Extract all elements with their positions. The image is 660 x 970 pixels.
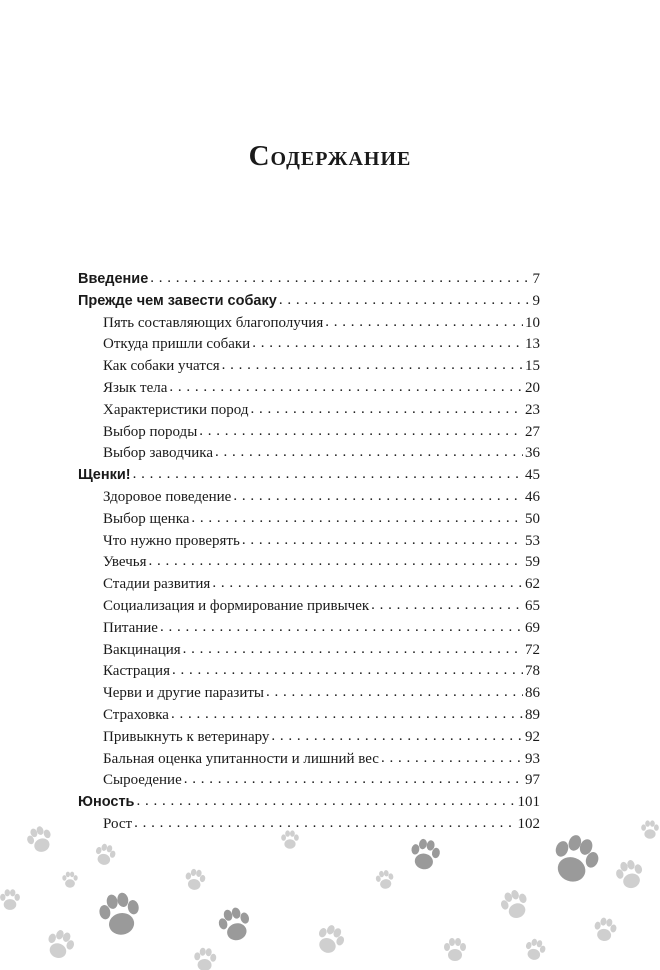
dot-leader xyxy=(252,333,523,348)
toc-entry-page-number: 92 xyxy=(525,728,540,745)
dot-leader xyxy=(371,595,523,610)
dot-leader xyxy=(215,442,523,457)
toc-entry xyxy=(78,704,540,726)
paw-print-icon xyxy=(193,947,217,970)
toc-entry-title: Прежде чем завести собаку xyxy=(78,292,277,309)
toc-entry xyxy=(78,421,540,443)
paw-print-icon xyxy=(375,869,396,890)
toc-entry-page-number: 102 xyxy=(517,815,540,832)
toc-entry xyxy=(78,333,540,355)
toc-entry-page-number: 86 xyxy=(525,685,540,702)
paw-print-icon xyxy=(281,830,299,848)
toc-entry xyxy=(78,290,540,312)
toc-entry-title: Питание xyxy=(103,619,158,636)
toc-entry-page-number: 72 xyxy=(525,641,540,658)
paw-print-icon xyxy=(24,823,55,855)
paw-print-icon xyxy=(97,890,143,938)
toc-entry-page-number: 15 xyxy=(525,358,540,375)
toc-entry xyxy=(78,660,540,682)
toc-entry-title: Вакцинация xyxy=(103,641,181,658)
dot-leader xyxy=(233,486,523,501)
toc-entry-page-number: 93 xyxy=(525,750,540,767)
dot-leader xyxy=(266,682,523,697)
dot-leader xyxy=(133,464,523,479)
toc-entry xyxy=(78,639,540,661)
toc-entry xyxy=(78,573,540,595)
toc-entry-title: Выбор породы xyxy=(103,423,198,440)
dot-leader xyxy=(251,399,523,414)
toc-entry-page-number: 59 xyxy=(525,554,540,571)
dot-leader xyxy=(183,639,523,654)
paw-print-decoration xyxy=(0,820,660,970)
toc-entry-title: Характеристики пород xyxy=(103,401,249,418)
paw-print-icon xyxy=(592,916,618,942)
toc-entry-title: Черви и другие паразиты xyxy=(103,685,264,702)
dot-leader xyxy=(212,573,523,588)
toc-entry-page-number: 7 xyxy=(532,271,540,287)
toc-entry-page-number: 78 xyxy=(525,663,540,680)
paw-print-icon xyxy=(498,887,532,922)
toc-entry xyxy=(78,399,540,421)
toc-entry xyxy=(78,791,540,813)
toc-entry-title: Откуда пришли собаки xyxy=(103,336,251,353)
paw-print-icon xyxy=(0,889,20,910)
toc-entry xyxy=(78,355,540,377)
toc-entry-title: Как собаки учатся xyxy=(103,358,220,375)
toc-entry-title: Стадии развития xyxy=(103,576,211,593)
toc-entry xyxy=(78,530,540,552)
paw-print-icon xyxy=(93,842,117,867)
paw-print-icon xyxy=(444,938,466,961)
table-of-contents xyxy=(78,268,540,835)
dot-leader xyxy=(242,530,523,545)
toc-entry-title: Бальная оценка упитанности и лишний вес xyxy=(103,750,379,767)
toc-entry-page-number: 9 xyxy=(532,292,540,309)
toc-entry-page-number: 65 xyxy=(525,597,540,614)
toc-entry-title: Язык тела xyxy=(103,379,168,396)
dot-leader xyxy=(160,617,523,632)
paw-print-icon xyxy=(547,830,604,888)
toc-entry-title: Увечья xyxy=(103,554,147,571)
toc-entry-page-number: 50 xyxy=(525,510,540,527)
toc-entry-page-number: 13 xyxy=(525,336,540,353)
dot-leader xyxy=(222,355,523,370)
paw-print-icon xyxy=(641,820,659,838)
toc-entry-page-number: 62 xyxy=(525,576,540,593)
toc-entry-title: Юность xyxy=(78,794,135,811)
toc-entry xyxy=(78,682,540,704)
toc-entry-title: Выбор заводчика xyxy=(103,445,214,462)
toc-entry-page-number: 20 xyxy=(525,379,540,396)
toc-entry-page-number: 53 xyxy=(525,532,540,549)
toc-entry-title: Сыроедение xyxy=(103,772,182,789)
toc-entry xyxy=(78,268,540,290)
toc-entry-title: Что нужно проверять xyxy=(103,532,240,549)
toc-entry xyxy=(78,486,540,508)
page-title: Содержание xyxy=(248,140,412,172)
toc-entry-title: Кастрация xyxy=(103,663,170,680)
toc-entry xyxy=(78,769,540,791)
toc-entry xyxy=(78,726,540,748)
paw-print-icon xyxy=(184,868,207,892)
dot-leader xyxy=(169,377,523,392)
toc-entry-title: Выбор щенка xyxy=(103,510,190,527)
toc-entry-page-number: 101 xyxy=(517,794,540,811)
toc-entry-page-number: 97 xyxy=(525,772,540,789)
dot-leader xyxy=(191,508,523,523)
dot-leader xyxy=(150,268,530,283)
dot-leader xyxy=(172,660,523,675)
dot-leader xyxy=(279,290,531,305)
toc-entry-page-number: 27 xyxy=(525,423,540,440)
toc-entry-title: Здоровое поведение xyxy=(103,488,232,505)
paw-print-icon xyxy=(312,921,348,957)
paw-print-icon xyxy=(43,927,77,962)
paw-print-icon xyxy=(614,858,647,891)
dot-leader xyxy=(325,312,523,327)
toc-entry xyxy=(78,508,540,530)
toc-entry xyxy=(78,312,540,334)
paw-print-icon xyxy=(408,837,441,871)
toc-entry-title: Социализация и формирование привычек xyxy=(103,597,370,614)
toc-entry-page-number: 46 xyxy=(525,488,540,505)
toc-entry-page-number: 45 xyxy=(525,467,540,484)
dot-leader xyxy=(136,791,515,806)
toc-entry-title: Привыкнуть к ветеринару xyxy=(103,728,270,745)
dot-leader xyxy=(149,551,524,566)
dot-leader xyxy=(199,421,523,436)
toc-entry-title: Пять составляющих благополучия xyxy=(103,314,324,331)
toc-entry-title: Рост xyxy=(103,815,133,832)
toc-entry xyxy=(78,748,540,770)
paw-print-icon xyxy=(216,905,254,944)
toc-entry-title: Щенки! xyxy=(78,467,131,484)
toc-entry-page-number: 36 xyxy=(525,445,540,462)
toc-entry-title: Страховка xyxy=(103,706,169,723)
toc-entry xyxy=(78,377,540,399)
toc-entry xyxy=(78,464,540,486)
toc-entry-title: Введение xyxy=(78,271,149,287)
toc-entry xyxy=(78,551,540,573)
toc-entry-page-number: 69 xyxy=(525,619,540,636)
toc-entry xyxy=(78,595,540,617)
dot-leader xyxy=(171,704,523,719)
dot-leader xyxy=(381,748,523,763)
dot-leader xyxy=(271,726,523,741)
paw-print-icon xyxy=(523,937,547,962)
toc-entry-page-number: 23 xyxy=(525,401,540,418)
dot-leader xyxy=(184,769,523,784)
paw-print-icon xyxy=(62,872,77,888)
toc-entry xyxy=(78,442,540,464)
toc-entry-page-number: 89 xyxy=(525,706,540,723)
toc-entry-page-number: 10 xyxy=(525,314,540,331)
toc-entry xyxy=(78,617,540,639)
